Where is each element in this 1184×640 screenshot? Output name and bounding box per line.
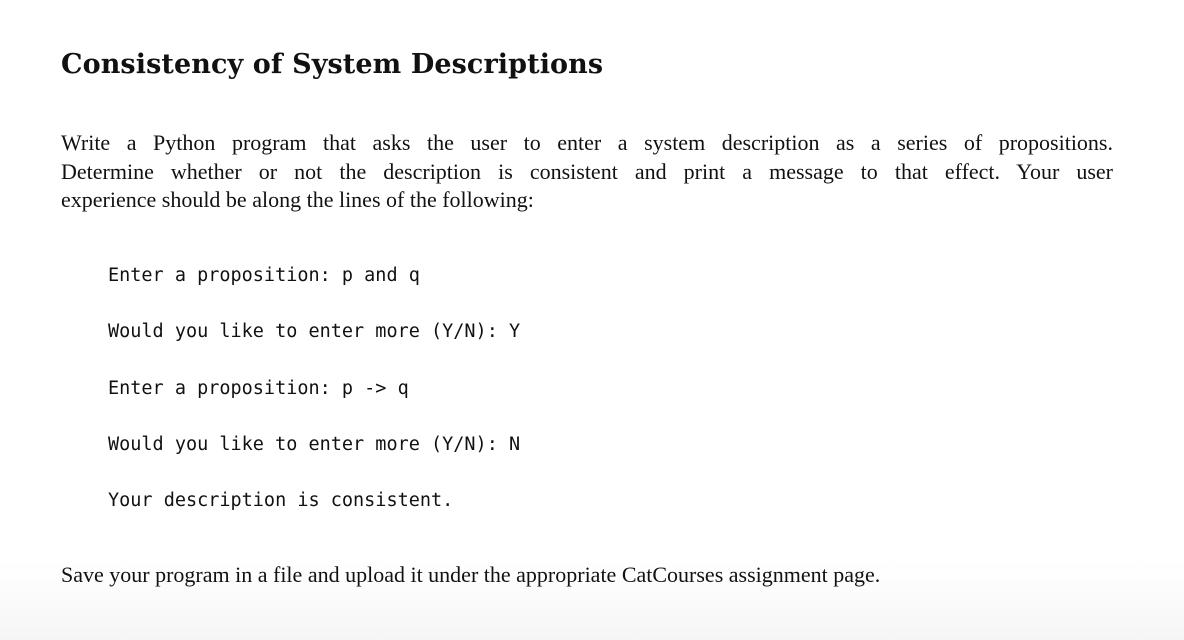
session-line: Enter a proposition: p -> q: [108, 377, 409, 399]
instructions-line: experience should be along the lines of the following:: [61, 187, 534, 212]
instructions-paragraph: [61, 129, 1113, 215]
instructions-line: Write a Python program that asks the user to enter a system description as a series of propositions.: [61, 130, 1113, 155]
page-title: Consistency of System Descriptions: [61, 49, 604, 80]
example-session: [108, 262, 520, 543]
session-line: Would you like to enter more (Y/N): N: [108, 433, 521, 455]
submission-note: Save your program in a file and upload it under the appropriate CatCourses assignment page.: [61, 562, 881, 587]
instructions-line: Determine whether or not the description is consistent and print a message to that effect. Your user: [61, 158, 1113, 184]
session-line: Enter a proposition: p and q: [108, 265, 420, 286]
session-line: Your description is consistent.: [108, 490, 454, 512]
session-line: Would you like to enter more (Y/N): Y: [108, 321, 521, 343]
